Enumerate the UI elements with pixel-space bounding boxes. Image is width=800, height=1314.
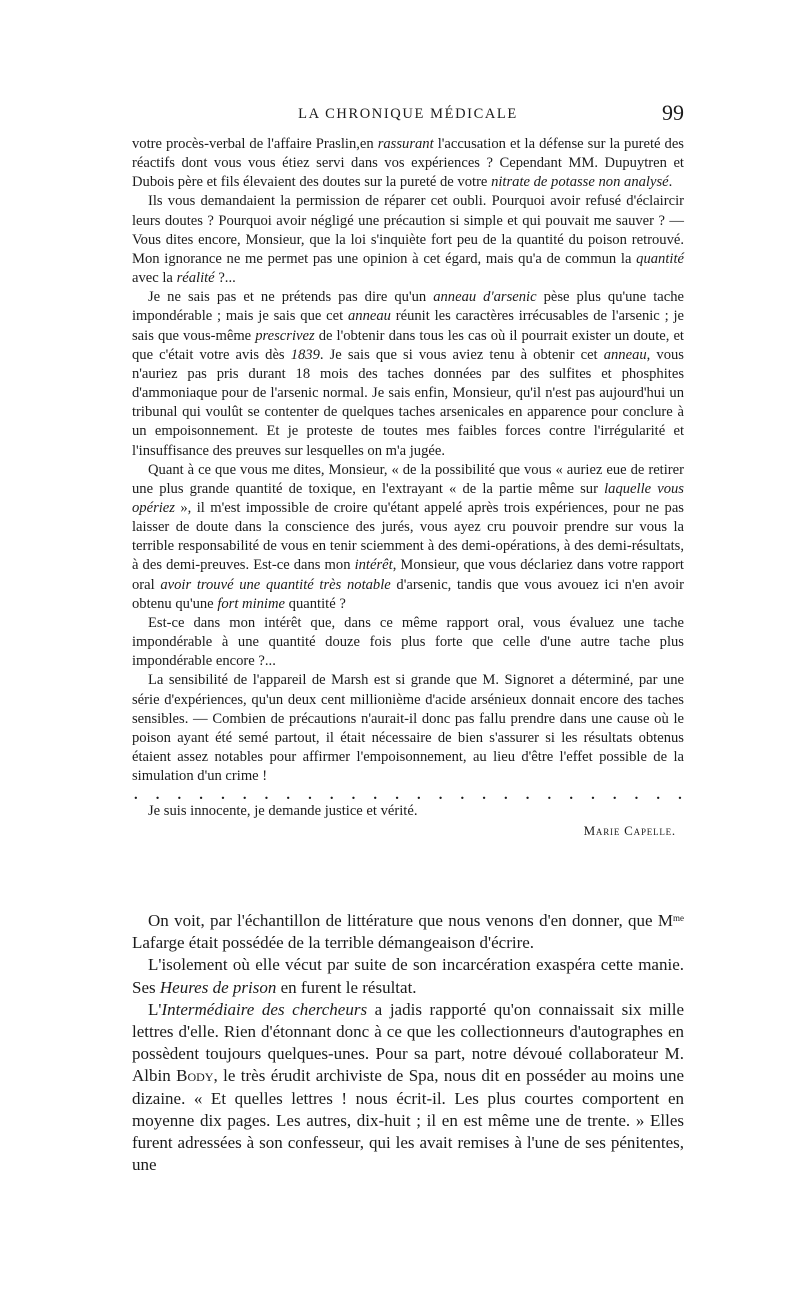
ellipsis-dots-row [132, 788, 684, 802]
dot: . [264, 787, 269, 804]
page-number: 99 [662, 100, 684, 125]
dot: . [591, 787, 595, 804]
letter-paragraph: Je ne sais pas et ne prétends pas dire qu'un anneau d'arsenic pèse plus qu'une tache impondérable ; mais je sais que cet anneau réunit les caractères irrécusables de l'arsenic ; je sais que vous-même prescrivez de l'obtenir dans tous les cas où il pourrait exister un doute, et que c'était votre avis dès 1839. Je sais que si vous aviez tenu à obtenir cet anneau, vous n'auriez pas pris durant 18 mois des taches données par des sulfites et phosphites d'ammoniaque pour de l'arsenic normal. Je sais enfin, Monsieur, qu'il n'est pas aujourd'hui un tribunal qui voulût se contenter de quelques taches arsenicales en apparence pour conclure à un empoisonnement. Et je proteste de toutes mes faibles forces contre l'irrégularité et l'insuffisance des preuves sur lesquelles on m'a jugée. [132, 289, 685, 459]
commentary-text [132, 910, 684, 1176]
letter-paragraph: La sensibilité de l'appareil de Marsh est si grande que M. Signoret a déterminé, par une série d'expériences, qu'un deux cent millionième d'acide arsénieux donnait encore des taches sensibles. — Combien de précautions n'aurait-il donc pas fallu prendre dans une cause où le poison ayant été semé partout, il était nécessaire de bien s'assurer si les résultats obtenus étaient assez notables pour affirmer l'empoisonnement, au lieu d'être l'effet possible de la simulation d'un crime ! [132, 672, 684, 785]
dot: . [286, 787, 291, 804]
letter-paragraph: votre procès-verbal de l'affaire Praslin,en rassurant l'accusation et la défense sur la pureté des réactifs dont vous vous étiez servi dans vos expériences ? Cependant MM. Dupuytren et Dubois père et fils élevaient des doutes sur la pureté de votre nitrate de potasse non analysé. [132, 136, 684, 191]
dot: . [329, 787, 334, 804]
letter-paragraph: Quant à ce que vous me dites, Monsieur, « de la possibilité que vous « auriez eue de retirer une plus grande quantité de toxique, en l'extrayant « de la partie même sur laquelle vous opériez », il m'est impossible de croire qu'étant appelé après trois expériences, pour ne pas laisser de doute dans la conscience des jurés, vous ayez cru pouvoir prendre sur vous la terrible responsabilité de vous en tenir sciemment à des demi-opérations, à des demi-résultats, à des demi-preuves. Est-ce dans mon intérêt, Monsieur, que vous déclariez dans votre rapport oral avoir trouvé une quantité très notable d'arsenic, tandis que vous avouez ici n'en avoir obtenu qu'une fort minime quantité ? [132, 461, 685, 612]
dot: . [177, 787, 182, 804]
dot: . [242, 787, 247, 804]
dot: . [678, 787, 682, 804]
commentary-paragraph: L'isolement où elle vécut par suite de son incarcération exaspéra cette manie. Ses Heures de prison en furent le résultat. [132, 955, 684, 997]
letter-closing: Je suis innocente, je demande justice et vérité. [148, 803, 418, 820]
letter-text [132, 135, 684, 841]
page-header [132, 100, 684, 132]
commentary-paragraph: On voit, par l'échantillon de littérature que nous venons d'en donner, que $M^{me}$ Lafarge était possédée de la terrible démangeaison d'écrire. [132, 911, 684, 953]
dot: . [155, 787, 160, 804]
dot: . [612, 787, 617, 804]
dot: . [569, 787, 573, 804]
dot: . [460, 787, 465, 804]
dot: . [656, 787, 661, 804]
dot: . [482, 787, 486, 804]
dot: . [547, 787, 552, 804]
commentary-paragraph: L'Intermédiaire des chercheurs a jadis rapporté qu'on connaissait six mille lettres d'elle. Rien d'étonnant donc à ce que les collectionneurs d'autographes en possèdent toujours quelques-unes. Pour sa part, notre dévoué collaborateur M. Albin Body, le très érudit archiviste de Spa, nous dit en posséder au moins une dizaine. « Et quelles lettres ! nous écrit-il. Les plus courtes comportent en moyenne dix pages. Les autres, dix-huit ; il en est même une de trente. » Elles furent adressées à son confesseur, qui les avait remises à l'une de ses pénitentes, une [132, 999, 684, 1175]
letter-paragraph: Ils vous demandaient la permission de réparer cet oubli. Pourquoi avoir refusé d'éclaircir leurs doutes ? Pourquoi avoir négligé une précaution si simple et qui pouvait me sauver ? — Vous dites encore, Monsieur, que la loi s'inquiète fort peu de la quantité du poison retrouvé. Mon ignorance ne me permet pas une opinion à cet égard, mais qu'a de commun la quantité avec la réalité ?... [132, 193, 684, 287]
dot: . [351, 787, 356, 804]
dot: . [134, 787, 138, 804]
running-title: LA CHRONIQUE MÉDICALE [298, 106, 518, 122]
superscript: me [673, 913, 684, 923]
dot: . [525, 787, 530, 804]
dot: . [438, 787, 443, 804]
dot: . [221, 787, 225, 804]
dot: . [504, 787, 508, 804]
letter-paragraph: Est-ce dans mon intérêt que, dans ce même rapport oral, vous évaluez une tache impondérable à une quantité douze fois plus forte que celle d'une autre tache plus impondérable encore ?... [132, 614, 684, 670]
dot: . [416, 787, 421, 804]
dot: . [634, 787, 639, 804]
dot: . [373, 787, 378, 804]
dot: . [199, 787, 203, 804]
dot: . [395, 787, 399, 804]
dot: . [308, 787, 312, 804]
letter-signature: Marie Capelle. [583, 823, 676, 839]
